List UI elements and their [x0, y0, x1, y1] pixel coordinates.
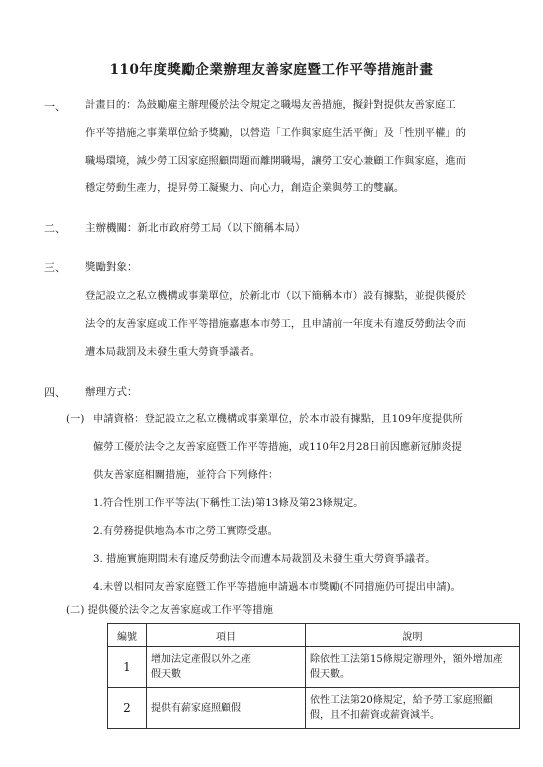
row-description-line: 依性工法第20條規定，給予勞工家庭照顧 — [310, 695, 493, 706]
section-1-line: 作平等措施之事業單位給予獎勵，以營造「工作與家庭生活平衡」及「性別平權」的 — [85, 127, 466, 139]
condition-item: 4.未曾以相同友善家庭暨工作平等措施申請過本市獎勵(不同措施仍可提出申請)。 — [93, 581, 461, 593]
column-header-item: 項目 — [147, 624, 306, 647]
section-3-line: 遭本局裁罰及未發生重大勞資爭議者。 — [85, 346, 261, 358]
condition-item: 3. 措施實施期間未有違反勞動法令而遭本局裁罰及未發生重大勞資爭議者。 — [93, 553, 436, 565]
subsection-1-line: 僱勞工優於法令之友善家庭暨工作平等措施，或110年2月28日前因應新冠肺炎提 — [93, 441, 462, 453]
table-row — [108, 647, 520, 688]
subsection-2-heading: (二) 提供優於法令之友善家庭或工作平等措施 — [66, 604, 273, 616]
row-item-line: 提供有薪家庭照顧假 — [151, 702, 241, 714]
row-item — [147, 688, 306, 729]
section-3-line: 登記設立之私立機構或事業單位，於新北市（以下簡稱本市）設有據點，並提供優於 — [85, 290, 466, 302]
section-3-line: 法令的友善家庭或工作平等措施嘉惠本市勞工，且申請前一年度未有違反勞動法令而 — [85, 318, 466, 330]
subsection-1-line: 供友善家庭相關措施，並符合下列條件： — [93, 469, 279, 481]
row-description — [306, 688, 520, 729]
row-description-line: 假，且不扣薪資或薪資減半。 — [310, 710, 440, 721]
section-2-text: 主辦機關：新北市政府勞工局（以下簡稱本局） — [85, 222, 306, 234]
row-description-line: 假天數。 — [310, 669, 350, 680]
section-1-line: 計畫目的：為鼓勵雇主辦理優於法令規定之職場友善措施，擬針對提供友善家庭工 — [85, 99, 456, 111]
column-header-number: 編號 — [108, 624, 147, 647]
row-description — [306, 647, 520, 688]
table-header-row — [108, 624, 520, 647]
section-4-heading: 辦理方式： — [85, 386, 138, 398]
section-1-line: 穩定勞動生產力，提昇勞工凝聚力、向心力，創造企業與勞工的雙贏。 — [85, 182, 405, 194]
row-item-line: 增加法定產假以外之產 — [151, 654, 251, 665]
row-number: 1 — [108, 647, 147, 688]
row-description-line: 除依性工法第15條規定辦理外，額外增加產 — [310, 654, 503, 665]
condition-item: 1.符合性別工作平等法(下稱性工法)第13條及第23條規定。 — [93, 497, 364, 509]
condition-item: 2.有勞務提供地為本市之勞工實際受惠。 — [93, 525, 278, 537]
subsection-1-line: 申請資格：登記設立之私立機構或事業單位，於本市設有據點，且109年度提供所 — [93, 413, 463, 425]
section-2-number: 二、 — [44, 222, 66, 235]
table-row — [108, 688, 520, 729]
row-number: 2 — [108, 688, 147, 729]
page-title: 110年度獎勵企業辦理友善家庭暨工作平等措施計畫 — [109, 62, 434, 78]
measures-table — [107, 623, 520, 729]
section-1-line: 職場環境，減少勞工因家庭照顧問題而離開職場，讓勞工安心兼顧工作與家庭，進而 — [85, 155, 466, 167]
column-header-description: 說明 — [306, 624, 520, 647]
section-3-heading: 獎勵對象： — [85, 261, 138, 273]
subsection-1-label: (一) — [66, 413, 85, 425]
section-4-number: 四、 — [44, 386, 66, 399]
row-item — [147, 647, 306, 688]
section-3-number: 三、 — [44, 261, 66, 274]
section-1-number: 一、 — [44, 100, 66, 113]
row-item-line: 假天數 — [151, 669, 181, 680]
